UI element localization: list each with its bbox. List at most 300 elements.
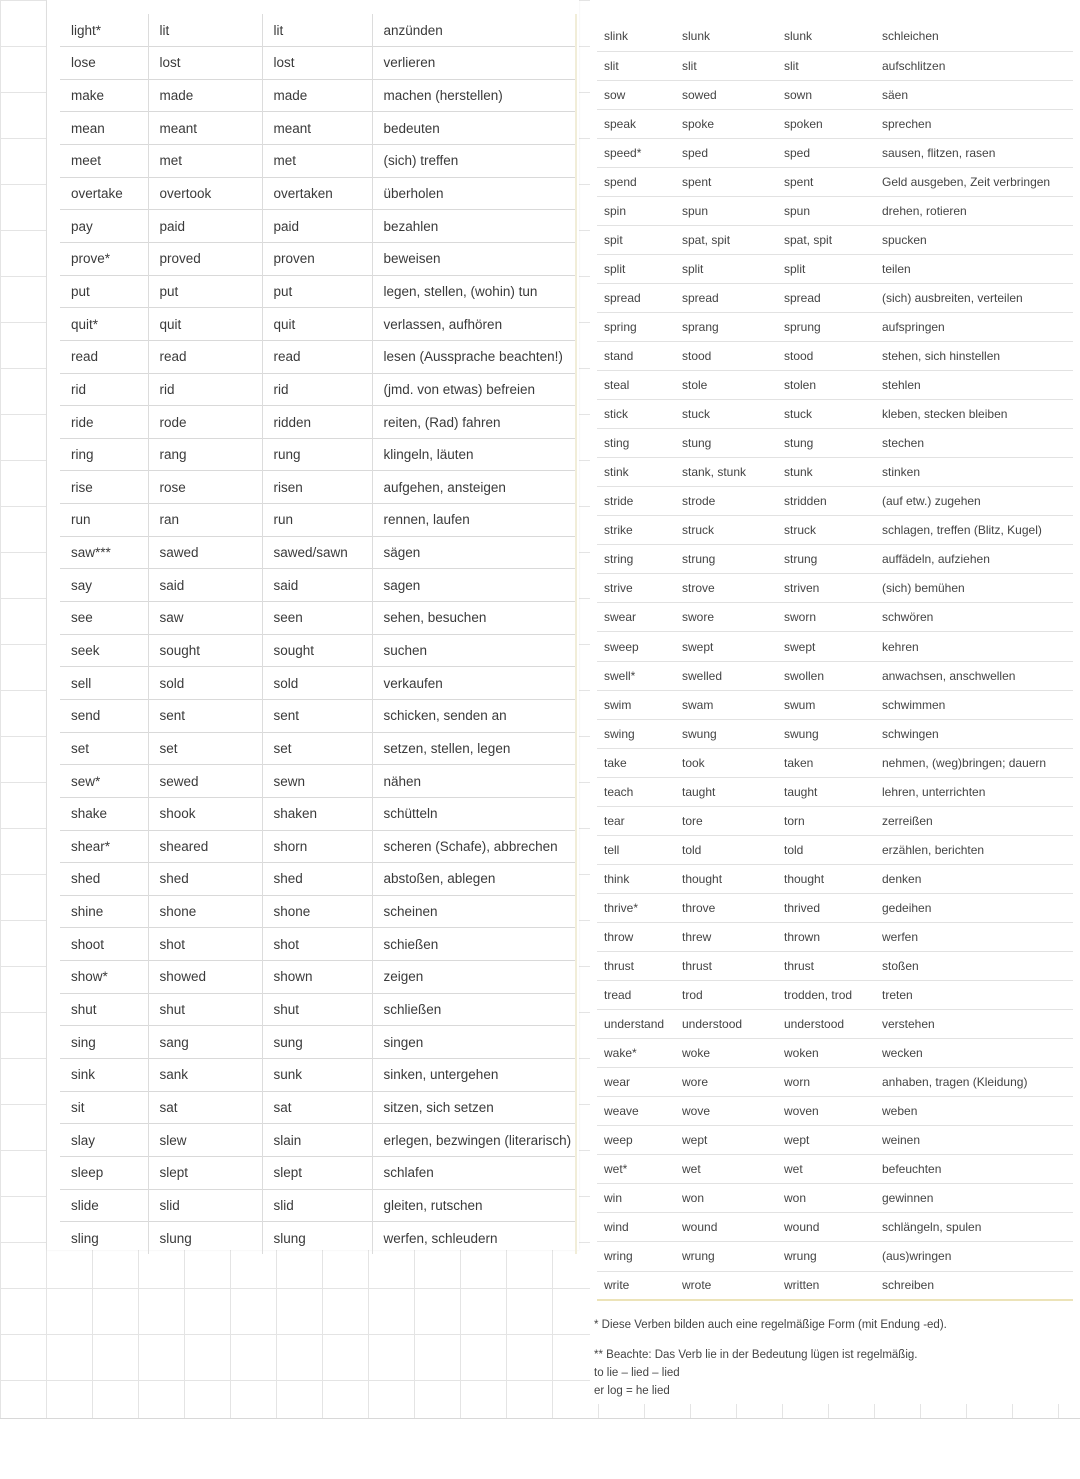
- cell-infinitive: swear: [597, 603, 675, 632]
- cell-past-participle: spoken: [777, 109, 875, 138]
- cell-past-participle: thought: [777, 864, 875, 893]
- table-row: [597, 952, 1073, 981]
- cell-past-participle: struck: [777, 516, 875, 545]
- table-row: [60, 667, 576, 700]
- cell-german-meaning: verlassen, aufhören: [372, 308, 576, 341]
- table-row: [597, 1213, 1073, 1242]
- cell-infinitive: shine: [60, 895, 148, 928]
- cell-past-participle: sent: [262, 699, 372, 732]
- table-row: [60, 471, 576, 504]
- cell-past-participle: stuck: [777, 400, 875, 429]
- cell-german-meaning: sinken, untergehen: [372, 1059, 576, 1092]
- cell-german-meaning: weinen: [875, 1126, 1073, 1155]
- cell-infinitive: lose: [60, 47, 148, 80]
- cell-infinitive: put: [60, 275, 148, 308]
- cell-infinitive: speak: [597, 109, 675, 138]
- cell-german-meaning: gewinnen: [875, 1184, 1073, 1213]
- cell-past-participle: sung: [262, 1026, 372, 1059]
- cell-past-participle: strung: [777, 545, 875, 574]
- cell-simple-past: rode: [148, 406, 262, 439]
- cell-german-meaning: nehmen, (weg)bringen; dauern: [875, 748, 1073, 777]
- cell-simple-past: woke: [675, 1039, 777, 1068]
- cell-past-participle: sunk: [262, 1059, 372, 1092]
- cell-german-meaning: gedeihen: [875, 893, 1073, 922]
- cell-past-participle: stolen: [777, 371, 875, 400]
- cell-simple-past: taught: [675, 777, 777, 806]
- cell-past-participle: slept: [262, 1156, 372, 1189]
- table-row: [597, 22, 1073, 51]
- cell-infinitive: sink: [60, 1059, 148, 1092]
- cell-past-participle: stung: [777, 429, 875, 458]
- cell-german-meaning: abstoßen, ablegen: [372, 863, 576, 896]
- cell-past-participle: sped: [777, 138, 875, 167]
- cell-simple-past: throve: [675, 893, 777, 922]
- cell-infinitive: send: [60, 699, 148, 732]
- cell-past-participle: shorn: [262, 830, 372, 863]
- table-row: [60, 830, 576, 863]
- cell-infinitive: stride: [597, 487, 675, 516]
- cell-past-participle: wrung: [777, 1242, 875, 1271]
- cell-simple-past: swelled: [675, 661, 777, 690]
- cell-german-meaning: singen: [372, 1026, 576, 1059]
- cell-past-participle: made: [262, 79, 372, 112]
- cell-infinitive: wear: [597, 1068, 675, 1097]
- cell-infinitive: sit: [60, 1091, 148, 1124]
- cell-german-meaning: klingeln, läuten: [372, 438, 576, 471]
- table-row: [60, 928, 576, 961]
- cell-past-participle: sprung: [777, 312, 875, 341]
- table-row: [597, 487, 1073, 516]
- cell-simple-past: rose: [148, 471, 262, 504]
- table-row: [597, 109, 1073, 138]
- cell-german-meaning: verstehen: [875, 1010, 1073, 1039]
- cell-past-participle: shed: [262, 863, 372, 896]
- cell-past-participle: ridden: [262, 406, 372, 439]
- cell-past-participle: spat, spit: [777, 225, 875, 254]
- cell-infinitive: say: [60, 569, 148, 602]
- cell-infinitive: shoot: [60, 928, 148, 961]
- cell-german-meaning: schwören: [875, 603, 1073, 632]
- cell-simple-past: saw: [148, 602, 262, 635]
- table-row: [60, 1091, 576, 1124]
- table-row: [60, 536, 576, 569]
- cell-past-participle: seen: [262, 602, 372, 635]
- cell-past-participle: trodden, trod: [777, 981, 875, 1010]
- page-bottom-margin: [0, 1418, 1080, 1479]
- cell-infinitive: sling: [60, 1222, 148, 1255]
- table-row: [597, 429, 1073, 458]
- cell-infinitive: rise: [60, 471, 148, 504]
- cell-german-meaning: schlafen: [372, 1156, 576, 1189]
- cell-infinitive: read: [60, 340, 148, 373]
- cell-infinitive: thrust: [597, 952, 675, 981]
- cell-simple-past: swung: [675, 719, 777, 748]
- cell-infinitive: rid: [60, 373, 148, 406]
- cell-german-meaning: stehlen: [875, 371, 1073, 400]
- cell-simple-past: strung: [675, 545, 777, 574]
- cell-past-participle: thrown: [777, 922, 875, 951]
- cell-infinitive: meet: [60, 145, 148, 178]
- cell-past-participle: met: [262, 145, 372, 178]
- cell-german-meaning: aufgehen, ansteigen: [372, 471, 576, 504]
- cell-infinitive: tread: [597, 981, 675, 1010]
- cell-past-participle: set: [262, 732, 372, 765]
- cell-simple-past: proved: [148, 242, 262, 275]
- table-row: [60, 79, 576, 112]
- cell-past-participle: spun: [777, 196, 875, 225]
- cell-past-participle: rid: [262, 373, 372, 406]
- cell-simple-past: spoke: [675, 109, 777, 138]
- cell-past-participle: spent: [777, 167, 875, 196]
- cell-german-meaning: schlagen, treffen (Blitz, Kugel): [875, 516, 1073, 545]
- cell-infinitive: pay: [60, 210, 148, 243]
- cell-simple-past: slit: [675, 51, 777, 80]
- cell-simple-past: sought: [148, 634, 262, 667]
- cell-simple-past: sawed: [148, 536, 262, 569]
- cell-simple-past: set: [148, 732, 262, 765]
- cell-simple-past: stuck: [675, 400, 777, 429]
- cell-simple-past: understood: [675, 1010, 777, 1039]
- cell-past-participle: said: [262, 569, 372, 602]
- table-row: [60, 732, 576, 765]
- cell-past-participle: torn: [777, 806, 875, 835]
- cell-infinitive: think: [597, 864, 675, 893]
- cell-german-meaning: wecken: [875, 1039, 1073, 1068]
- cell-infinitive: slink: [604, 29, 629, 44]
- cell-infinitive: sell: [60, 667, 148, 700]
- table-row: [597, 254, 1073, 283]
- footnote-lie-example: er log = he lied: [594, 1385, 670, 1397]
- cell-german-meaning: scheren (Schafe), abbrechen: [372, 830, 576, 863]
- table-row: [597, 864, 1073, 893]
- cell-german-meaning: zerreißen: [875, 806, 1073, 835]
- cell-infinitive: win: [597, 1184, 675, 1213]
- cell-german-meaning: überholen: [372, 177, 576, 210]
- cell-infinitive: mean: [60, 112, 148, 145]
- cell-infinitive: wet*: [597, 1155, 675, 1184]
- table-row: [597, 545, 1073, 574]
- cell-infinitive: sleep: [60, 1156, 148, 1189]
- table-row: [597, 458, 1073, 487]
- cell-infinitive: stick: [597, 400, 675, 429]
- cell-infinitive: strike: [597, 516, 675, 545]
- cell-infinitive: make: [60, 79, 148, 112]
- cell-simple-past: overtook: [148, 177, 262, 210]
- table-row: [60, 993, 576, 1026]
- cell-simple-past: told: [675, 835, 777, 864]
- cell-infinitive: split: [597, 254, 675, 283]
- cell-past-participle: rung: [262, 438, 372, 471]
- cell-simple-past: slung: [148, 1222, 262, 1255]
- table-row: [60, 765, 576, 798]
- table-row: [60, 145, 576, 178]
- cell-simple-past: rid: [148, 373, 262, 406]
- cell-infinitive: tell: [597, 835, 675, 864]
- cell-past-participle: swung: [777, 719, 875, 748]
- cell-infinitive: swing: [597, 719, 675, 748]
- cell-german-meaning: beweisen: [372, 242, 576, 275]
- cell-simple-past: sewed: [148, 765, 262, 798]
- cell-german-meaning: (sich) treffen: [372, 145, 576, 178]
- cell-german-meaning: denken: [875, 864, 1073, 893]
- cell-german-meaning: teilen: [875, 254, 1073, 283]
- cell-infinitive: saw***: [60, 536, 148, 569]
- cell-simple-past: rang: [148, 438, 262, 471]
- cell-past-participle: wet: [777, 1155, 875, 1184]
- cell-infinitive: quit*: [60, 308, 148, 341]
- cell-simple-past: met: [148, 145, 262, 178]
- cell-past-participle: lit: [262, 14, 372, 47]
- table-row: [597, 748, 1073, 777]
- cell-german-meaning: anzünden: [372, 14, 576, 47]
- cell-simple-past: spread: [675, 283, 777, 312]
- table-row: [60, 863, 576, 896]
- cell-german-meaning: schießen: [372, 928, 576, 961]
- cell-german-meaning: sagen: [372, 569, 576, 602]
- cell-simple-past: ran: [148, 504, 262, 537]
- cell-german-meaning: (sich) bemühen: [875, 574, 1073, 603]
- verb-table-right-body: [597, 22, 1073, 1300]
- cell-german-meaning: erlegen, bezwingen (literarisch): [372, 1124, 576, 1157]
- cell-simple-past: sank: [148, 1059, 262, 1092]
- table-row: [60, 47, 576, 80]
- table-row: [597, 603, 1073, 632]
- cell-simple-past: sold: [148, 667, 262, 700]
- table-row: [60, 699, 576, 732]
- table-row: [597, 574, 1073, 603]
- cell-infinitive: weep: [597, 1126, 675, 1155]
- cell-german-meaning: anwachsen, anschwellen: [875, 661, 1073, 690]
- cell-simple-past: made: [148, 79, 262, 112]
- cell-infinitive: slay: [60, 1124, 148, 1157]
- table-row: [597, 342, 1073, 371]
- table-row: [60, 242, 576, 275]
- cell-past-participle: shaken: [262, 797, 372, 830]
- cell-german-meaning: säen: [875, 80, 1073, 109]
- cell-german-meaning: sägen: [372, 536, 576, 569]
- cell-infinitive: stand: [597, 342, 675, 371]
- cell-german-meaning: (auf etw.) zugehen: [875, 487, 1073, 516]
- cell-german-meaning: stehen, sich hinstellen: [875, 342, 1073, 371]
- cell-simple-past: swam: [675, 690, 777, 719]
- cell-simple-past: sheared: [148, 830, 262, 863]
- cell-past-participle: sold: [262, 667, 372, 700]
- cell-infinitive: stink: [597, 458, 675, 487]
- cell-simple-past: lit: [148, 14, 262, 47]
- cell-german-meaning: schicken, senden an: [372, 699, 576, 732]
- cell-past-participle: slung: [262, 1222, 372, 1255]
- cell-german-meaning: sprechen: [875, 109, 1073, 138]
- cell-past-participle: wound: [777, 1213, 875, 1242]
- cell-simple-past: strove: [675, 574, 777, 603]
- cell-simple-past: sprang: [675, 312, 777, 341]
- table-row: [60, 275, 576, 308]
- table-row: [597, 400, 1073, 429]
- table-row: [597, 1039, 1073, 1068]
- cell-past-participle: stridden: [777, 487, 875, 516]
- table-row: [597, 777, 1073, 806]
- cell-past-participle: lost: [262, 47, 372, 80]
- cell-german-meaning: aufschlitzen: [875, 51, 1073, 80]
- cell-infinitive: string: [597, 545, 675, 574]
- cell-past-participle: thrust: [777, 952, 875, 981]
- cell-simple-past: sped: [675, 138, 777, 167]
- cell-past-participle: taken: [777, 748, 875, 777]
- cell-german-meaning: rennen, laufen: [372, 504, 576, 537]
- cell-german-meaning: bezahlen: [372, 210, 576, 243]
- cell-infinitive: seek: [60, 634, 148, 667]
- verb-table-left: [60, 14, 577, 1254]
- cell-simple-past: wept: [675, 1126, 777, 1155]
- table-row: [60, 340, 576, 373]
- cell-past-participle: wept: [777, 1126, 875, 1155]
- cell-infinitive: weave: [597, 1097, 675, 1126]
- cell-infinitive: thrive*: [597, 893, 675, 922]
- table-row: [597, 225, 1073, 254]
- cell-past-participle: swept: [777, 632, 875, 661]
- table-row: [597, 690, 1073, 719]
- cell-infinitive: show*: [60, 961, 148, 994]
- table-row: [60, 112, 576, 145]
- cell-german-meaning: werfen, schleudern: [372, 1222, 576, 1255]
- cell-past-participle: slunk: [784, 29, 813, 44]
- cell-german-meaning: stechen: [875, 429, 1073, 458]
- cell-simple-past: strode: [675, 487, 777, 516]
- cell-simple-past: thought: [675, 864, 777, 893]
- cell-simple-past: stung: [675, 429, 777, 458]
- cell-simple-past: struck: [675, 516, 777, 545]
- cell-past-participle: shot: [262, 928, 372, 961]
- table-row: [597, 1068, 1073, 1097]
- table-row: [597, 632, 1073, 661]
- cell-infinitive: shake: [60, 797, 148, 830]
- cell-german-meaning: erzählen, berichten: [875, 835, 1073, 864]
- cell-german-meaning: lesen (Aussprache beachten!): [372, 340, 576, 373]
- cell-german-meaning: schwingen: [875, 719, 1073, 748]
- cell-infinitive: write: [597, 1271, 675, 1300]
- cell-past-participle: striven: [777, 574, 875, 603]
- table-row: [597, 516, 1073, 545]
- cell-simple-past: wore: [675, 1068, 777, 1097]
- cell-german-meaning: schließen: [372, 993, 576, 1026]
- cell-infinitive: steal: [597, 371, 675, 400]
- cell-past-participle: sworn: [777, 603, 875, 632]
- cell-infinitive: light*: [71, 22, 102, 38]
- cell-german-meaning: machen (herstellen): [372, 79, 576, 112]
- table-row: [597, 312, 1073, 341]
- cell-simple-past: swore: [675, 603, 777, 632]
- cell-past-participle: quit: [262, 308, 372, 341]
- cell-simple-past: sat: [148, 1091, 262, 1124]
- cell-simple-past: shot: [148, 928, 262, 961]
- cell-simple-past: tore: [675, 806, 777, 835]
- cell-past-participle: shut: [262, 993, 372, 1026]
- cell-infinitive: take: [597, 748, 675, 777]
- cell-german-meaning: treten: [875, 981, 1073, 1010]
- cell-german-meaning: stinken: [875, 458, 1073, 487]
- cell-german-meaning: sitzen, sich setzen: [372, 1091, 576, 1124]
- cell-infinitive: wake*: [597, 1039, 675, 1068]
- table-row: [597, 196, 1073, 225]
- cell-past-participle: risen: [262, 471, 372, 504]
- cell-infinitive: strive: [597, 574, 675, 603]
- cell-simple-past: wove: [675, 1097, 777, 1126]
- table-row: [597, 922, 1073, 951]
- cell-simple-past: slid: [148, 1189, 262, 1222]
- cell-german-meaning: legen, stellen, (wohin) tun: [372, 275, 576, 308]
- cell-infinitive: teach: [597, 777, 675, 806]
- table-row: [60, 1059, 576, 1092]
- cell-infinitive: run: [60, 504, 148, 537]
- cell-past-participle: sawed/sawn: [262, 536, 372, 569]
- cell-german-meaning: scheinen: [372, 895, 576, 928]
- cell-past-participle: woven: [777, 1097, 875, 1126]
- cell-past-participle: won: [777, 1184, 875, 1213]
- cell-infinitive: spread: [597, 283, 675, 312]
- cell-past-participle: sat: [262, 1091, 372, 1124]
- cell-infinitive: spit: [597, 225, 675, 254]
- table-row: [597, 167, 1073, 196]
- cell-german-meaning: kleben, stecken bleiben: [875, 400, 1073, 429]
- verb-table-left-body: [60, 14, 576, 1254]
- cell-german-meaning: anhaben, tragen (Kleidung): [875, 1068, 1073, 1097]
- cell-german-meaning: sausen, flitzen, rasen: [875, 138, 1073, 167]
- cell-german-meaning: schlängeln, spulen: [875, 1213, 1073, 1242]
- cell-german-meaning: spucken: [875, 225, 1073, 254]
- cell-german-meaning: lehren, unterrichten: [875, 777, 1073, 806]
- cell-german-meaning: schütteln: [372, 797, 576, 830]
- cell-simple-past: sowed: [675, 80, 777, 109]
- table-row: [597, 806, 1073, 835]
- cell-simple-past: split: [675, 254, 777, 283]
- verb-table-right: [597, 22, 1073, 1301]
- cell-simple-past: spat, spit: [675, 225, 777, 254]
- cell-infinitive: spring: [597, 312, 675, 341]
- cell-infinitive: wind: [597, 1213, 675, 1242]
- cell-past-participle: paid: [262, 210, 372, 243]
- cell-past-participle: told: [777, 835, 875, 864]
- cell-simple-past: said: [148, 569, 262, 602]
- footnotes: [594, 1316, 1064, 1400]
- cell-infinitive: ride: [60, 406, 148, 439]
- cell-simple-past: swept: [675, 632, 777, 661]
- cell-past-participle: read: [262, 340, 372, 373]
- cell-simple-past: slunk: [682, 29, 711, 44]
- cell-german-meaning: gleiten, rutschen: [372, 1189, 576, 1222]
- cell-simple-past: put: [148, 275, 262, 308]
- cell-past-participle: slain: [262, 1124, 372, 1157]
- cell-infinitive: shed: [60, 863, 148, 896]
- cell-simple-past: wrote: [675, 1271, 777, 1300]
- table-row: [597, 138, 1073, 167]
- table-row: [597, 1126, 1073, 1155]
- cell-infinitive: sew*: [60, 765, 148, 798]
- cell-simple-past: spent: [675, 167, 777, 196]
- table-row: [597, 1242, 1073, 1271]
- cell-german-meaning: bedeuten: [372, 112, 576, 145]
- cell-past-participle: sought: [262, 634, 372, 667]
- table-row: [597, 661, 1073, 690]
- cell-past-participle: run: [262, 504, 372, 537]
- cell-past-participle: shone: [262, 895, 372, 928]
- cell-german-meaning: sehen, besuchen: [372, 602, 576, 635]
- cell-german-meaning: (sich) ausbreiten, verteilen: [875, 283, 1073, 312]
- cell-simple-past: showed: [148, 961, 262, 994]
- cell-simple-past: thrust: [675, 952, 777, 981]
- cell-infinitive: prove*: [60, 242, 148, 275]
- cell-simple-past: slept: [148, 1156, 262, 1189]
- cell-infinitive: sing: [60, 1026, 148, 1059]
